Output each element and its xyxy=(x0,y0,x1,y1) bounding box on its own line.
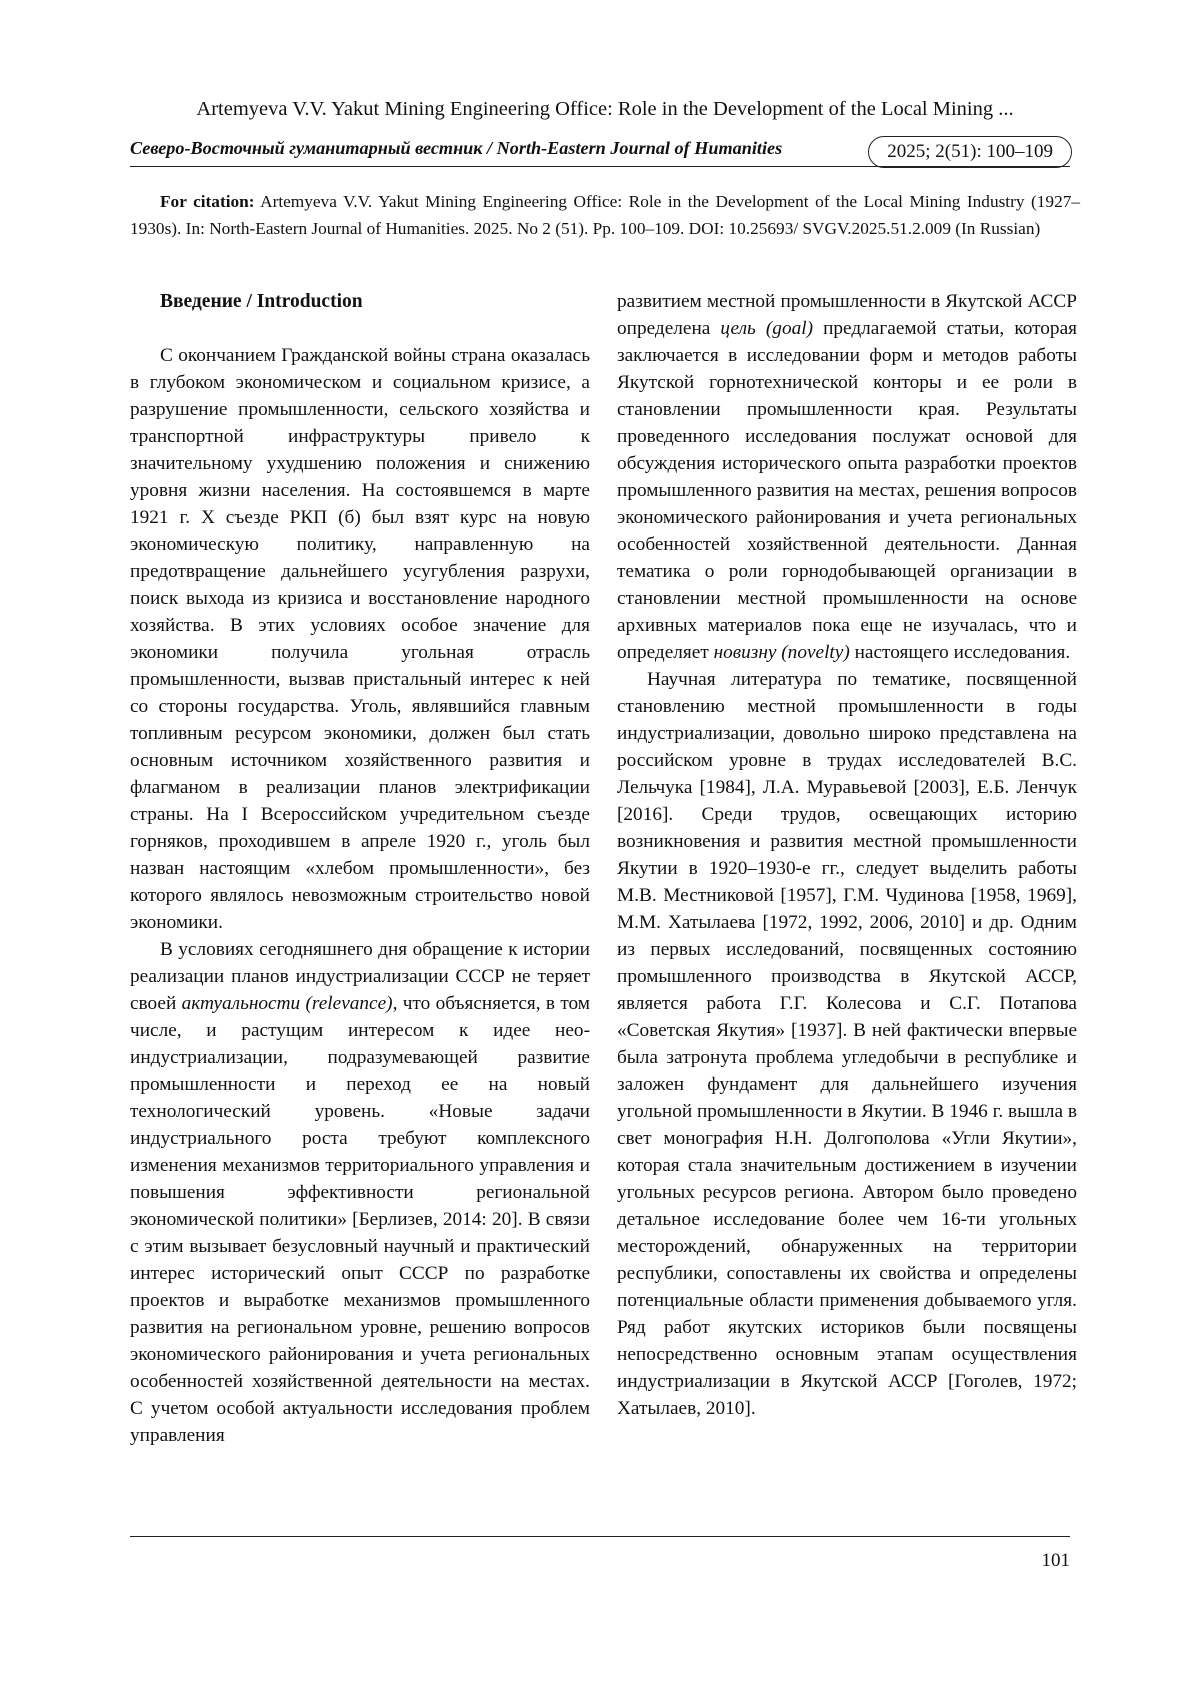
citation-text: Artemyeva V.V. Yakut Mining Engineering Office: Role in the Development of the Local Mining Industry (1927–1930s). In: North-Eastern Journal of Humanities. 2025. No 2 (51). Pp. 100–109. DOI: 10.25693/ SVGV.2025.51.2.009 (In Russian) xyxy=(130,192,1080,238)
text-run: настоящего исследования. xyxy=(849,642,1071,663)
paragraph xyxy=(130,936,590,1449)
emphasis-relevance: актуальности (relevance) xyxy=(181,993,393,1014)
journal-header xyxy=(130,136,1080,170)
citation-block xyxy=(130,188,1080,242)
footer-divider xyxy=(130,1536,1070,1537)
text-run: предлагаемой статьи, которая заключается в исследовании форм и методов работы Якутской горнотехнической конторы и ее роли в становлении промышленности края. Результаты проведенного исследования послужат основой для обсуждения исторического опыта разработки проектов промышленного развития на местах, решения вопросов экономического районирования и учета региональных особенностей хозяйственной деятельности. Данная тематика о роли горнодобывающей организации в становлении местной промышленности на основе архивных материалов пока еще не изучалась, что и определяет xyxy=(617,318,1077,663)
text-run: развитием местной промышленности в Якутской АССР определена xyxy=(617,291,1077,339)
running-head: Artemyeva V.V. Yakut Mining Engineering Office: Role in the Development of the Local Mining ... xyxy=(196,98,1014,120)
paragraph: Научная литература по тематике, посвященной становлению местной промышленности в годы индустриализации, довольно широко представлена на российском уровне в трудах исследователей В.С. Лельчука [1984], Л.А. Муравьевой [2003], Е.Б. Ленчук [2016]. Среди трудов, освещающих историю возникновения и развития местной промышленности Якутии в 1920–1930-е гг., следует выделить работы М.В. Местниковой [1957], Г.М. Чудинова [1958, 1969], М.М. Хатылаева [1972, 1992, 2006, 2010] и др. Одним из первых исследований, посвященных состоянию промышленного производства в Якутской АССР, является работа Г.Г. Колесова и С.Г. Потапова «Советская Якутия» [1937]. В ней фактически впервые была затронута проблема угледобычи в республике и заложен фундамент для дальнейшего изучения угольной промышленности в Якутии. В 1946 г. вышла в свет монография Н.Н. Долгополова «Угли Якутии», которая стала значительным достижением в изучении угольных ресурсов региона. Автором было проведено детальное исследование более чем 16-ти угольных месторождений, обнаруженных на территории республики, сопоставлены их свойства и определены потенциальные области применения добываемого угля. Ряд работ якутских историков были посвящены непосредственно основным этапам осуществления индустриализации в Якутской АССР [Гоголев, 1972; Хатылаев, 2010]. xyxy=(617,669,1077,1419)
emphasis-novelty: новизну (novelty) xyxy=(713,642,850,663)
page-number: 101 xyxy=(1041,1550,1070,1571)
right-column xyxy=(617,288,1077,1422)
journal-name: Северо-Восточный гуманитарный вестник / North-Eastern Journal of Humanities xyxy=(130,138,783,158)
header-divider xyxy=(130,166,1070,167)
left-column xyxy=(130,288,590,1449)
text-run: В условиях сегодняшнего дня обращение к истории реализации планов индустриализации СССР не теряет своей xyxy=(130,939,590,1014)
issue-badge: 2025; 2(51): 100–109 xyxy=(868,136,1072,168)
citation-label: For citation: xyxy=(160,192,255,211)
emphasis-goal: цель (goal) xyxy=(720,318,814,339)
paragraph xyxy=(617,288,1077,666)
text-run: , что объясняется, в том числе, и растущим интересом к идее нео-индустриализации, подразумевающей развитие промышленности и переход ее на новый технологический уровень. «Новые задачи индустриального роста требуют комплексного изменения механизмов территориального управления и повышения эффективности региональной экономической политики» [Берлизев, 2014: 20]. В связи с этим вызывает безусловный научный и практический интерес исторический опыт СССР по разработке проектов и выработке механизмов промышленного развития на региональном уровне, решению вопросов экономического районирования и учета региональных особенностей хозяйственной деятельности на местах. С учетом особой актуальности исследования проблем управления xyxy=(130,993,591,1446)
section-heading: Введение / Introduction xyxy=(160,291,363,312)
paragraph: С окончанием Гражданской войны страна оказалась в глубоком экономическом и социальном кризисе, а разрушение промышленности, сельского хозяйства и транспортной инфраструктуры привело к значительному ухудшению положения и снижению уровня жизни населения. На состоявшемся в марте 1921 г. X съезде РКП (б) был взят курс на новую экономическую политику, направленную на предотвращение дальнейшего усугубления разрухи, поиск выхода из кризиса и восстановление народного хозяйства. В этих условиях особое значение для экономики получила угольная отрасль промышленности, вызвав пристальный интерес к ней со стороны государства. Уголь, являвшийся главным топливным ресурсом экономики, должен был стать основным источником хозяйственного развития и флагманом в реализации планов электрификации страны. На I Всероссийском учредительном съезде горняков, проходившем в апреле 1920 г., уголь был назван настоящим «хлебом промышленности», без которого являлось невозможным строительство новой экономики. xyxy=(130,345,590,933)
